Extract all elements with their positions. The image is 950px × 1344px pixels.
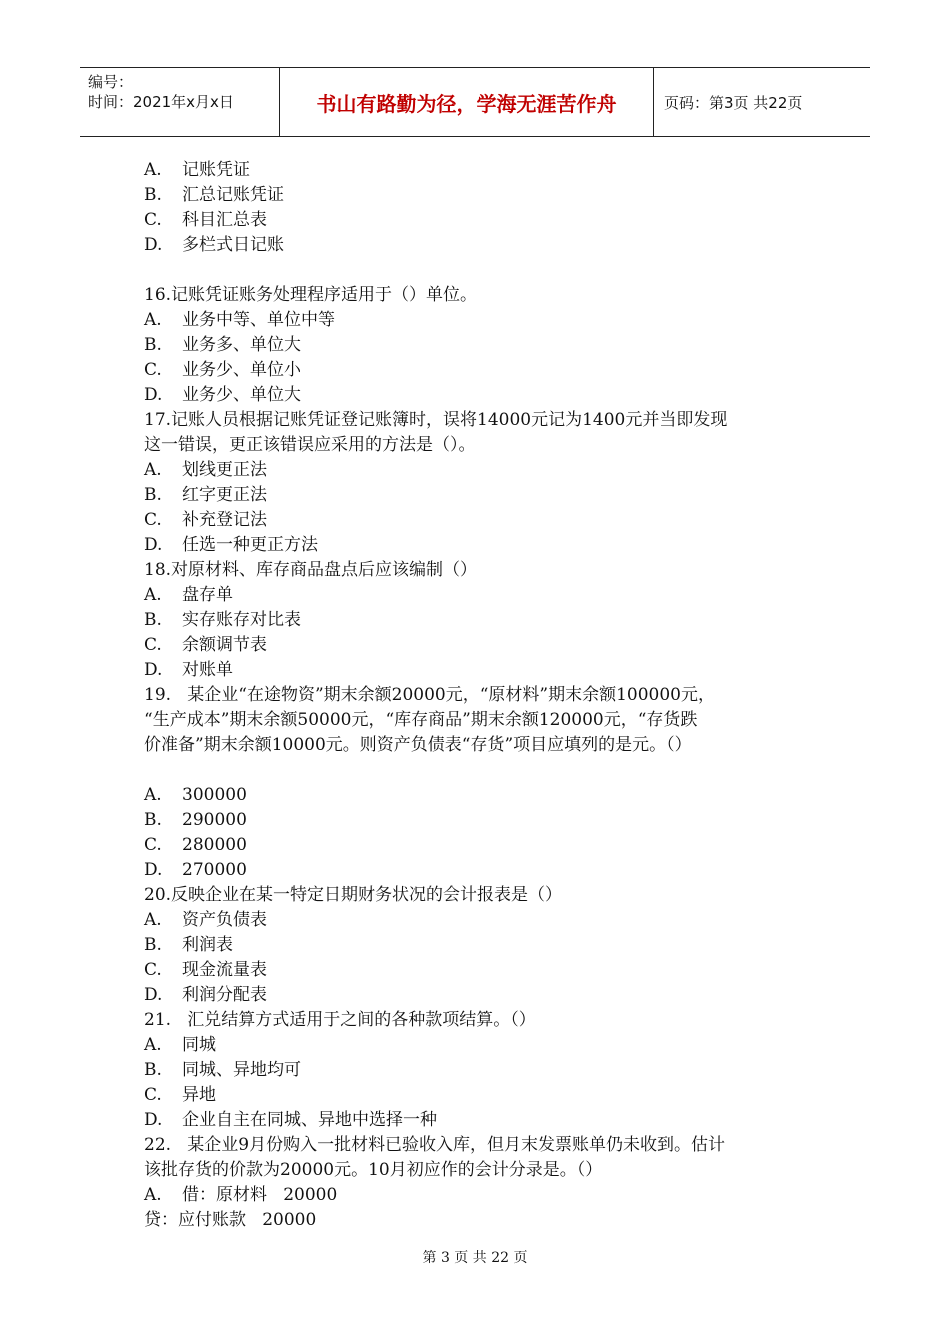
question-text: 22. 某企业9月份购入一批材料已验收入库，但月末发票账单仍未收到。估计 [144, 1135, 726, 1155]
option-text: 利润分配表 [182, 985, 267, 1005]
option-text: 任选一种更正方法 [182, 535, 318, 555]
option-text: 划线更正法 [182, 460, 267, 480]
answer-option [144, 308, 814, 333]
blank-line [144, 258, 814, 283]
option-letter: C. [144, 510, 162, 530]
option-letter: B. [144, 485, 162, 505]
question-text: 该批存货的价款为20000元。10月初应作的会计分录是。（） [144, 1160, 603, 1180]
question-text: 17.记账人员根据记账凭证登记账簿时，误将14000元记为1400元并当即发现 [144, 410, 728, 430]
answer-option [144, 533, 814, 558]
option-text: 业务少、单位大 [182, 385, 301, 405]
option-text: 290000 [182, 810, 247, 830]
answer-option [144, 183, 814, 208]
header-meta [80, 68, 280, 136]
answer-option [144, 1108, 814, 1133]
answer-option [144, 233, 814, 258]
option-letter: A. [144, 910, 162, 930]
option-letter: B. [144, 1060, 162, 1080]
answer-option [144, 933, 814, 958]
option-letter: A. [144, 160, 162, 180]
answer-option [144, 858, 814, 883]
answer-option [144, 908, 814, 933]
option-text: 业务多、单位大 [182, 335, 301, 355]
question-text: 16.记账凭证账务处理程序适用于（）单位。 [144, 285, 478, 305]
option-letter: B. [144, 810, 162, 830]
answer-option [144, 383, 814, 408]
option-text: 对账单 [182, 660, 233, 680]
question-text: 这一错误，更正该错误应采用的方法是（）。 [144, 435, 476, 455]
question-text: 18.对原材料、库存商品盘点后应该编制（） [144, 560, 478, 580]
answer-option [144, 508, 814, 533]
document-time-label: 时间：2021年x月x日 [88, 93, 234, 111]
option-letter: C. [144, 835, 162, 855]
option-letter: C. [144, 635, 162, 655]
option-text: 盘存单 [182, 585, 233, 605]
answer-option [144, 1058, 814, 1083]
page-footer: 第 3 页 共 22 页 [422, 1250, 528, 1266]
question-text: “生产成本”期末余额50000元，“库存商品”期末余额120000元，“存货跌 [144, 710, 698, 730]
answer-option [144, 483, 814, 508]
option-letter: D. [144, 235, 163, 255]
option-letter: D. [144, 660, 163, 680]
option-letter: B. [144, 610, 162, 630]
option-text: 余额调节表 [182, 635, 267, 655]
option-letter: A. [144, 1035, 162, 1055]
page-header [80, 67, 870, 137]
answer-option [144, 833, 814, 858]
question-text: 20.反映企业在某一特定日期财务状况的会计报表是（） [144, 885, 563, 905]
option-letter: A. [144, 310, 162, 330]
option-text: 业务中等、单位中等 [182, 310, 335, 330]
answer-option [144, 983, 814, 1008]
option-text: 多栏式日记账 [182, 235, 284, 255]
answer-option [144, 583, 814, 608]
answer-option [144, 1183, 814, 1208]
option-text: 利润表 [182, 935, 233, 955]
document-number-label: 编号： [88, 73, 134, 91]
option-letter: A. [144, 585, 162, 605]
option-text: 同城 [182, 1035, 216, 1055]
option-letter: D. [144, 385, 163, 405]
option-letter: A. [144, 1185, 162, 1205]
option-letter: B. [144, 935, 162, 955]
question-text: 21. 汇兑结算方式适用于之间的各种款项结算。（） [144, 1010, 536, 1030]
answer-option [144, 608, 814, 633]
option-letter: D. [144, 535, 163, 555]
answer-option [144, 808, 814, 833]
answer-option [144, 958, 814, 983]
option-letter: C. [144, 360, 162, 380]
question-text: 价准备”期末余额10000元。则资产负债表“存货”项目应填列的是元。（） [144, 735, 692, 755]
option-letter: A. [144, 785, 162, 805]
option-text: 280000 [182, 835, 247, 855]
option-letter: C. [144, 960, 162, 980]
answer-option [144, 1083, 814, 1108]
option-text: 资产负债表 [182, 910, 267, 930]
option-text: 补充登记法 [182, 510, 267, 530]
option-letter: D. [144, 985, 163, 1005]
option-letter: C. [144, 210, 162, 230]
option-text: 同城、异地均可 [182, 1060, 301, 1080]
answer-option [144, 358, 814, 383]
option-text: 业务少、单位小 [182, 360, 301, 380]
option-text: 异地 [182, 1085, 216, 1105]
option-letter: B. [144, 335, 162, 355]
question-text: 贷：应付账款 20000 [144, 1210, 317, 1230]
answer-option [144, 208, 814, 233]
answer-option [144, 333, 814, 358]
option-text: 记账凭证 [182, 160, 250, 180]
question-text: 19. 某企业“在途物资”期末余额20000元，“原材料”期末余额100000元， [144, 685, 715, 705]
option-text: 科目汇总表 [182, 210, 267, 230]
option-text: 300000 [182, 785, 247, 805]
answer-option [144, 1033, 814, 1058]
answer-option [144, 783, 814, 808]
header-motto: 书山有路勤为径，学海无涯苦作舟 [280, 68, 654, 136]
question-content [144, 158, 814, 1233]
option-text: 红字更正法 [182, 485, 267, 505]
option-letter: A. [144, 460, 162, 480]
option-text: 企业自主在同城、异地中选择一种 [182, 1110, 437, 1130]
option-letter: D. [144, 860, 163, 880]
option-text: 现金流量表 [182, 960, 267, 980]
answer-option [144, 633, 814, 658]
option-letter: C. [144, 1085, 162, 1105]
answer-option [144, 458, 814, 483]
option-text: 汇总记账凭证 [182, 185, 284, 205]
header-page-info: 页码：第3页 共22页 [664, 93, 803, 112]
answer-option [144, 658, 814, 683]
option-text: 实存账存对比表 [182, 610, 301, 630]
option-letter: D. [144, 1110, 163, 1130]
answer-option [144, 158, 814, 183]
option-text: 270000 [182, 860, 247, 880]
option-text: 借：原材料 20000 [182, 1185, 338, 1205]
option-letter: B. [144, 185, 162, 205]
blank-line [144, 758, 814, 783]
